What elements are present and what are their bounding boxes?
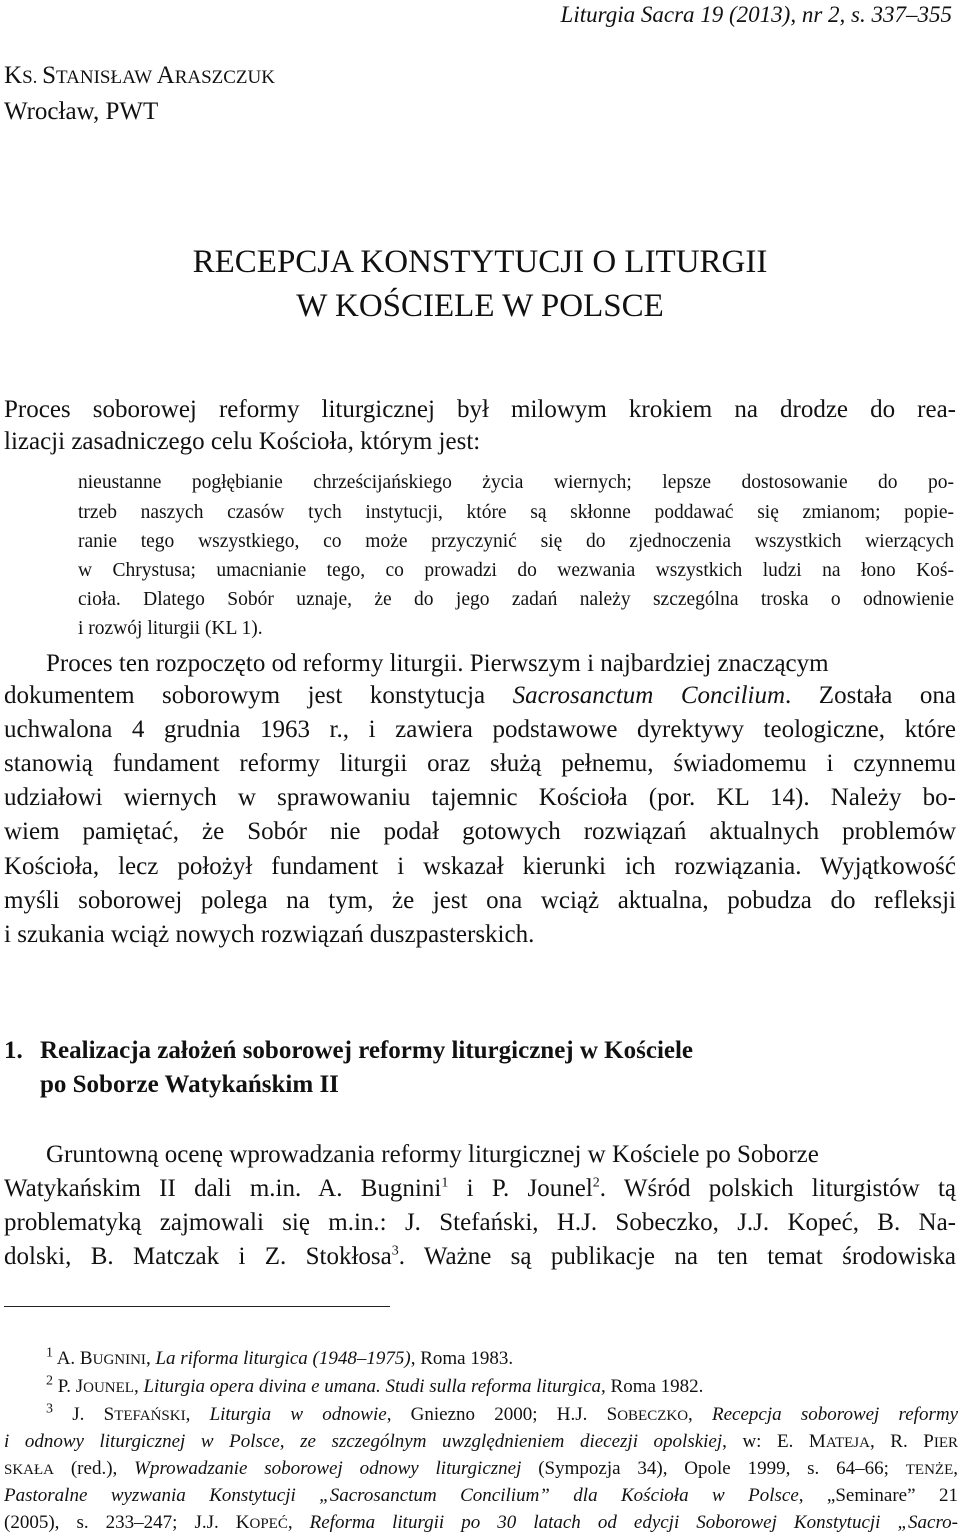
quote-line: trzeb naszych czasów tych instytucji, które są skłonne poddawać się zmianom; popie- [78,502,954,523]
article-title-line-1: RECEPCJA KONSTYTUCJI O LITURGII [192,244,768,280]
footnote-3-line: SKAŁA (red.), Wprowadzanie soborowej odnowy liturgicznej (Sympozja 34), Opole 1999, s. 64–66; TENŻE, [4,1458,958,1479]
section-heading: Realizacja założeń soborowej reformy liturgicznej w Kościele [40,1037,694,1064]
body-line: Gruntowną ocenę wprowadzania reformy liturgicznej w Kościele po Soborze [46,1141,819,1168]
article-title-line-2: W KOŚCIELE W POLSCE [296,288,664,324]
author-affiliation: Wrocław, PWT [4,98,159,125]
body-line: Kościoła, lecz położył fundament i wskazał kierunki ich rozwiązania. Wyjątkowość [4,853,956,880]
footnote-divider [4,1306,390,1307]
intro-line: lizacji zasadniczego celu Kościoła, którym jest: [4,428,481,455]
body-line: Proces ten rozpoczęto od reformy liturgii. Pierwszym i najbardziej znaczącym [46,650,829,677]
body-line: problematyką zajmowali się m.in.: J. Stefański, H.J. Sobeczko, J.J. Kopeć, B. Na- [4,1209,956,1236]
body-line: myśli soborowej polega na tym, że jest ona wciąż aktualna, pobudza do refleksji [4,887,956,914]
footnote-3-line: (2005), s. 233–247; J.J. KOPEĆ, Reforma liturgii po 30 latach od edycji Soborowej Konstytucji „Sacro- [4,1512,958,1533]
journal-header: Liturgia Sacra 19 (2013), nr 2, s. 337–355 [560,2,952,27]
quote-line: w Chrystusa; umacnianie tego, co prowadzi do wezwania wszystkich ludzi na łono Koś- [78,560,954,581]
body-line: Watykańskim II dali m.in. A. Bugnini$^1$ i P. Jounel$^2$. Wśród polskich liturgistów tą [4,1175,957,1202]
body-line: wiem pamiętać, że Sobór nie podał gotowych rozwiązań aktualnych problemów [4,818,956,845]
quote-line: cioła. Dlatego Sobór uznaje, że do jego zadań należy szczególna troska o odnowienie [78,589,954,610]
body-line: dokumentem soborowym jest konstytucja Sacrosanctum Concilium. Została ona [4,682,956,709]
footnote-1: $^1$ A. BUGNINI, La riforma liturgica (1948–1975), Roma 1983. [46,1345,514,1369]
section-number: 1. [4,1037,23,1064]
body-line: i szukania wciąż nowych rozwiązań duszpasterskich. [4,921,535,948]
body-line: stanowią fundament reformy liturgii oraz służą pełnemu, świadomemu i czynnemu [4,750,956,777]
quote-line: ranie tego wszystkiego, co może przyczynić się do zjednoczenia wszystkich wierzących [78,531,954,552]
quote-line: i rozwój liturgii (KL 1). [78,618,263,639]
footnote-3: $^3$ J. STEFAŃSKI, Liturgia w odnowie, Gniezno 2000; H.J. SOBECZKO, Recepcja soborowej reformy [46,1401,959,1425]
footnote-3-line: Pastoralne wyzwania Konstytucji „Sacrosanctum Concilium” dla Kościoła w Polsce, „Seminare” 21 [4,1485,958,1506]
section-heading: po Soborze Watykańskim II [40,1071,339,1098]
footnote-3-line: i odnowy liturgicznej w Polsce, ze szczególnym uwzględnieniem diecezji opolskiej, w: E. MATEJA, R. PIER [4,1431,959,1452]
body-line: dolski, B. Matczak i Z. Stokłosa$^3$. Ważne są publikacje na ten temat środowiska [4,1243,956,1270]
quote-line: nieustanne pogłębianie chrześcijańskiego życia wiernych; lepsze dostosowanie do po- [78,472,954,493]
body-line: udziałowi wiernych w sprawowaniu tajemnic Kościoła (por. KL 14). Należy bo- [4,784,956,811]
body-line: uchwalona 4 grudnia 1963 r., i zawiera podstawowe dyrektywy teologiczne, które [4,716,956,743]
intro-line: Proces soborowej reformy liturgicznej był milowym krokiem na drodze do rea- [4,396,956,423]
author-name: KS. STANISŁAW ARASZCZUK [4,62,275,89]
footnote-2: $^2$ P. JOUNEL, Liturgia opera divina e umana. Studi sulla reforma liturgica, Roma 1982. [46,1373,704,1397]
